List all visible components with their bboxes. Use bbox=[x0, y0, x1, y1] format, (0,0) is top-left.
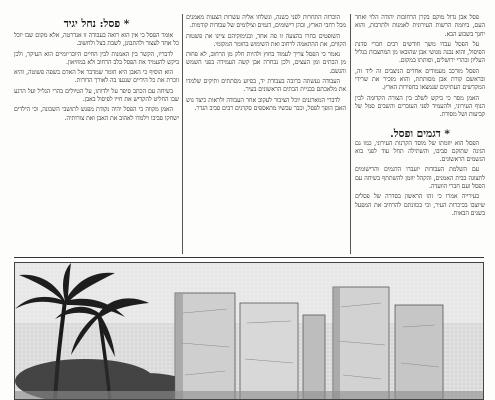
column-left-body bbox=[14, 32, 179, 123]
paragraph: האמן מקווה כי הפסל יהיה נקודת מפגש לתושבי השכונה, וכי הילדים ישחקו סביבו וילמדו לאהוב את האבן ואת צורותיה. bbox=[14, 106, 179, 122]
subhead-stone: * פסל: נחל יגיד bbox=[63, 18, 130, 30]
paragraph: פסל אבן גדול מוקם בקרן הרחובות יהודה הלוי ואחד העם, ביוזמת הרשות העירונית לאמנות ולתרבות, והוא יחנך בשבוע הבא. bbox=[355, 14, 485, 38]
paragraph: הפסל הוא יוזמתו של מוסד הקרנות העירוני, כמו גם הגינה שתוקם סביבו, והשתילה תחל עוד לפני בוא הגשמים הראשונים. bbox=[355, 139, 485, 164]
paragraph: נאמר כי הפסל צריך לעמוד בחוץ ולהיות חלק מן הרחוב, לא פחות מן הבתים ומן העצים, ולכן נבחרה אבן קשה העמידה בפני השמש והגשם. bbox=[186, 51, 346, 75]
paragraph: עם השלמת העבודות יועברו הדגמים והרישומים לתצוגה בבית האמנים, והקהל יוזמן להשתתף בשיחה עם הפסל ועם חברי הוועדה. bbox=[355, 166, 485, 191]
photo-palms-and-sculpture bbox=[14, 262, 484, 400]
headline bbox=[150, 0, 370, 8]
paragraph: הוא הוסיף כי האבן היא חומר שמדבר אל האדם בשפה פשוטה, והיא זוכרת את כל הידיים שנגעו בה לאורך הדורות. bbox=[14, 69, 179, 85]
column-left bbox=[14, 14, 179, 256]
paragraph: הפסל מורכב מעמודים אחדים הניצבים זה ליד זה, ובראשם קורת אבן מסותתת, והוא מזכיר את שרידי המקדשים העתיקים שנמצאו בחפירות הארץ. bbox=[355, 67, 485, 92]
paragraph: על הפסל עבדו משך חודשים רבים חברי סדנת הפיסול, והוא נבנה מגושי אבן שהובאו מן המחצבות בגליל העליון ובהרי ירושלים, וסותתו במקום. bbox=[355, 40, 485, 65]
section-divider bbox=[14, 257, 484, 258]
column-middle bbox=[186, 14, 346, 256]
paragraph: בשיחה עם הכתב סיפר על ילדותו, על הטיולים בהרי הגליל ועל הרגע שבו החליט להקדיש את חייו לפיסול באבן. bbox=[14, 87, 179, 104]
subhead-dates: * דגמים ופסל. bbox=[390, 128, 450, 140]
paragraph: הוכרזה התחרות לפני כשנה, ונשלחו אליה עשרות הצעות מאמנים מכל רחבי הארץ, ובהן רישומים, דגמים וצילומים של עבודות קודמות. bbox=[186, 14, 346, 30]
column-divider bbox=[350, 14, 351, 254]
column-divider bbox=[182, 14, 183, 254]
paragraph: השופטים בחרו בהצעה זו פה אחד, ובנימוקיהם ציינו את פשטות הקווים, את ההתאמה לרחוב ואת השימוש בחומר המקומי. bbox=[186, 32, 346, 48]
photo-palms-and-sculpture-icon bbox=[15, 263, 484, 400]
paragraph: האמן מסר כי ביקש לשלב בין הצורה הקדומה לבין הנוף העירוני, ולהעמיד לפני העוברים והשבים סמל של קביעות ושל מסורת. bbox=[355, 94, 485, 119]
paragraph: אומר הפסל כי אין הוא רואה בעבודה זו אנדרטה, אלא מקום שבו יוכל כל אחד לעצור ולהתבונן, לשבת בצל ולחשוב. bbox=[14, 32, 179, 48]
paragraph: לדבריו, הקשר בין האמנות לבין החיים היום־יומיים הוא העיקר, ולכן ביקש להעמיד את הפסל בלב הרחוב ולא במוזיאון. bbox=[14, 50, 179, 66]
paragraph: לדברי המארגנים יוכל הציבור לעקוב אחר העבודה ולראות כיצד גוש האבן הופך לפסל, וכבר עכשיו מתאספים סקרנים רבים סביב הגדר. bbox=[186, 96, 346, 112]
paragraph: העבודה נעשתה ברובה בעבודת יד, בסיוע מסתתים ותיקים שלמדו את מלאכתם בבניית הבתים הראשונים בעיר. bbox=[186, 78, 346, 94]
column-right-lower bbox=[355, 140, 485, 219]
paragraph: בעירייה אמרו כי זהו הראשון בסדרה של פסלים שיוצבו בכיכרות העיר, וכי בכוונתם להרחיב את המפעל בשנים הבאות. bbox=[355, 193, 485, 217]
